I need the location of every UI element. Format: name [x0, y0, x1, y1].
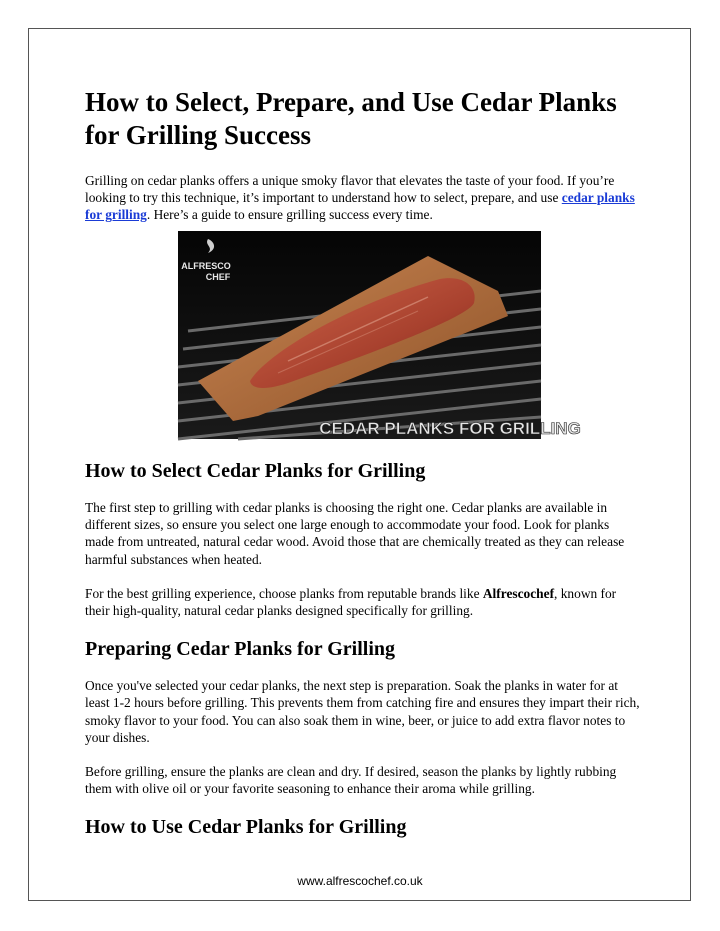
select-p2-after: , known for their high-quality, natural cedar planks designed specifically for grilling. [85, 585, 617, 619]
cedar-planks-link[interactable]: cedar planks for grilling [85, 190, 635, 223]
brand-name: Alfrescochef [482, 585, 555, 601]
heading-select: How to Select Cedar Planks for Grilling [85, 460, 426, 482]
cedar-plank-salmon-photo [178, 231, 581, 439]
prepare-paragraph-2: Before grilling, ensure the planks are clean and dry. If desired, season the planks by lightly rubbing them with olive oil or your favorite seasoning to enhance their aroma while grilling. [85, 764, 617, 797]
article-body [85, 459, 640, 839]
image-caption: CEDAR PLANKS FOR GRILLING [319, 419, 581, 438]
logo-line1: ALFRESCO [181, 261, 231, 271]
prepare-paragraph-1: Once you've selected your cedar planks, the next step is preparation. Soak the planks in water for at least 1-2 hours before grilling. This prevents them from catching fire and ensures they impart their rich, smoky flavor to your food. You can also soak them in wine, beer, or juice to add extra flavor notes to your dishes. [85, 678, 640, 745]
select-paragraph-1: The first step to grilling with cedar planks is choosing the right one. Cedar planks are available in different sizes, so ensure you select one large enough to accommodate your food. Look for planks made from untreated, natural cedar wood. Avoid those that are chemically treated as they can release harmful substances when heated. [85, 500, 625, 567]
select-p2-before: For the best grilling experience, choose planks from reputable brands like [85, 585, 483, 601]
intro-text-after: . Here’s a guide to ensure grilling success every time. [146, 207, 433, 223]
select-paragraph-2 [85, 585, 640, 619]
page-title: How to Select, Prepare, and Use Cedar Planks for Grilling Success [85, 87, 617, 150]
footer-url: www.alfrescochef.co.uk [297, 874, 423, 888]
intro-text-before: Grilling on cedar planks offers a unique smoky flavor that elevates the taste of your food. If you’re looking to try this technique, it’s important to understand how to select, prepare, and use [85, 173, 615, 206]
article [85, 86, 640, 224]
heading-prepare: Preparing Cedar Planks for Grilling [85, 638, 396, 661]
intro-paragraph [85, 172, 640, 224]
heading-use: How to Use Cedar Planks for Grilling [85, 816, 407, 839]
logo-line2: CHEF [205, 272, 231, 282]
hero-image [178, 231, 581, 439]
